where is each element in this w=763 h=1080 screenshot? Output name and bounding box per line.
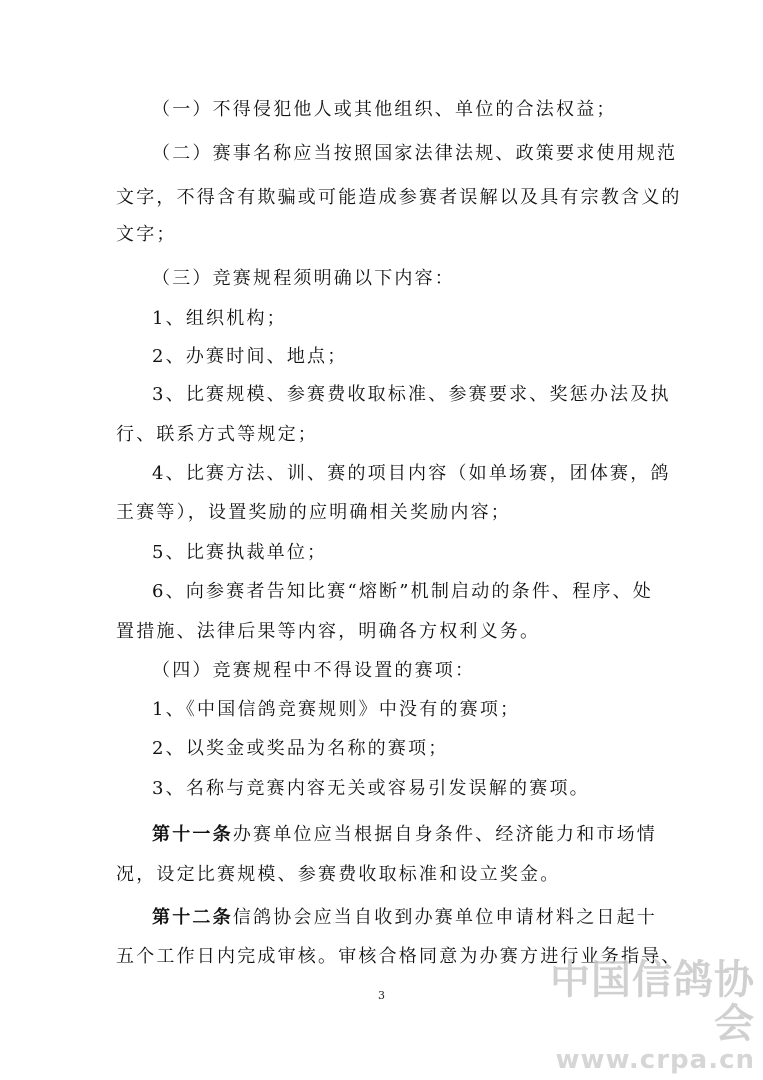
article-12-title: 第十二条 [152, 907, 233, 928]
text-line-5: （三）竞赛规程须明确以下内容： [152, 268, 455, 289]
article-12-line-1 [152, 905, 692, 931]
text-line-8: 3、比赛规模、参赛费收取标准、参赛要求、奖惩办法及执 [152, 384, 671, 405]
text-line-11: 王赛等），设置奖励的应明确相关奖励内容； [116, 502, 511, 523]
text-line-10: 4、比赛方法、训、赛的项目内容（如单场赛，团体赛，鸽 [152, 463, 671, 484]
text-line-7: 2、办赛时间、地点； [152, 346, 348, 367]
page-number: 3 [378, 989, 385, 1002]
watermark-logo [525, 958, 755, 1074]
text-line-3: 文字，不得含有欺骗或可能造成参赛者误解以及具有宗教含义的 [116, 187, 682, 208]
article-11-title: 第十一条 [152, 824, 233, 845]
text-line-6: 1、组织机构； [152, 308, 287, 329]
text-line-12: 5、比赛执裁单位； [152, 542, 328, 563]
text-line-18: 3、名称与竞赛内容无关或容易引发误解的赛项。 [152, 778, 590, 799]
text-line-4: 文字； [116, 224, 177, 245]
text-line-17: 2、以奖金或奖品为名称的赛项； [152, 738, 449, 759]
watermark-url: www.crpa.cn [555, 1045, 755, 1075]
article-12-line-2: 五个工作日内完成审核。审核合格同意为办赛方进行业务指导、 [116, 946, 682, 967]
text-line-2: （二）赛事名称应当按照国家法律法规、政策要求使用规范 [152, 143, 678, 164]
text-line-9: 行、联系方式等规定； [116, 424, 318, 445]
article-11-line-2: 况，设定比赛规模、参赛费收取标准和设立奖金。 [116, 864, 561, 885]
text-line-13: 6、向参赛者告知比赛“熔断”机制启动的条件、程序、处 [152, 581, 654, 602]
text-line-16: 1、《中国信鸽竞赛规则》中没有的赛项； [152, 699, 521, 720]
watermark-title: 中国信鸽协会 [550, 957, 755, 1047]
text-line-1: （一）不得侵犯他人或其他组织、单位的合法权益； [152, 99, 617, 120]
article-11-line-1 [152, 822, 692, 848]
article-12-text-1: 信鸽协会应当自收到办赛单位申请材料之日起十 [232, 907, 658, 928]
text-line-15: （四）竞赛规程中不得设置的赛项： [152, 660, 476, 681]
article-11-text-1: 办赛单位应当根据自身条件、经济能力和市场情 [232, 824, 658, 845]
text-line-14: 置措施、法律后果等内容，明确各方权利义务。 [116, 621, 541, 642]
